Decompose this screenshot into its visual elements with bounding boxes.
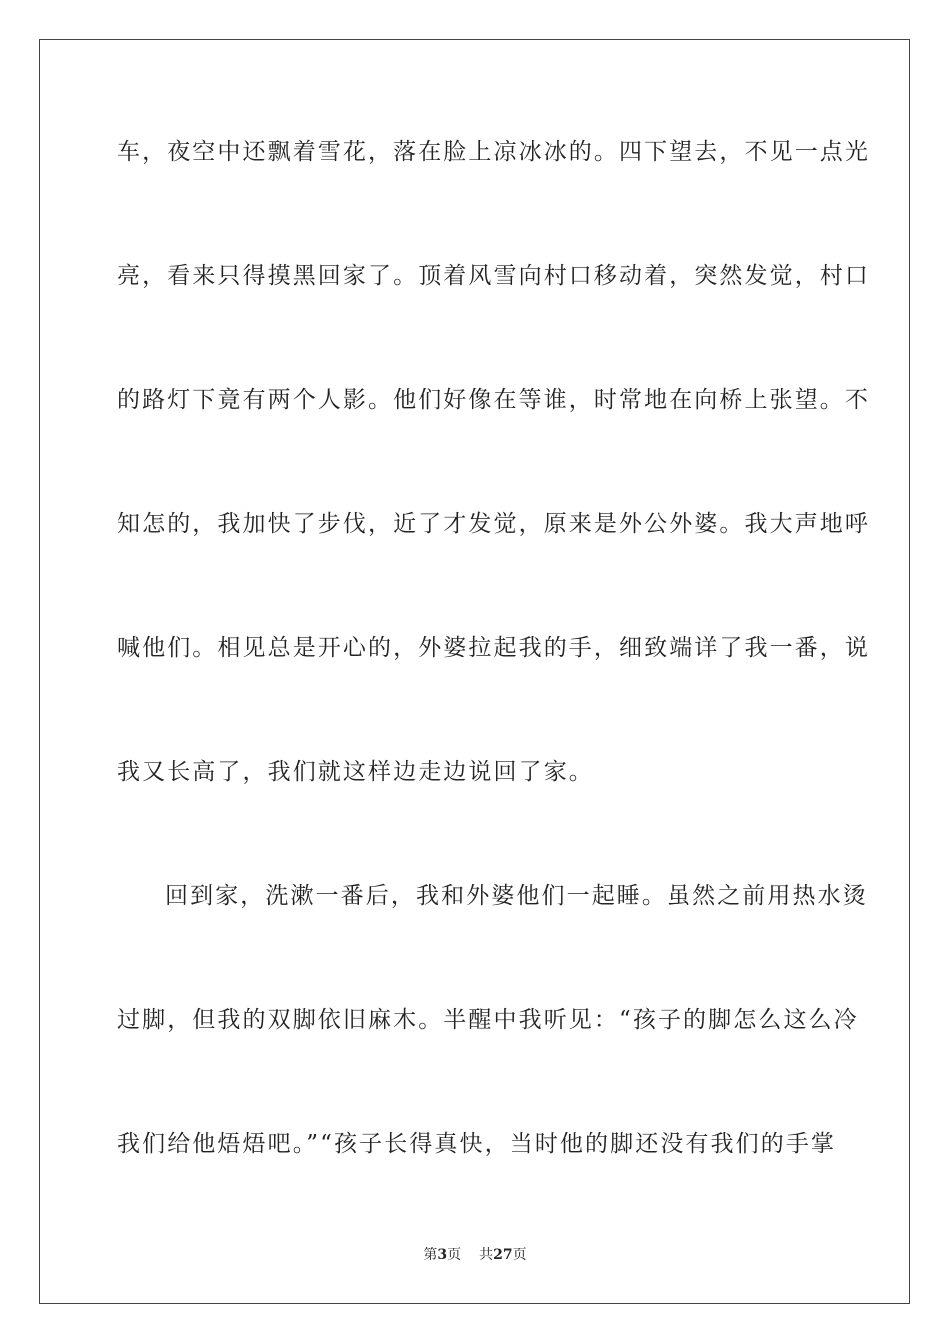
page-number: 3	[437, 1247, 448, 1263]
text-line-1: 车，夜空中还飘着雪花，落在脸上凉冰冰的。四下望去，不见一点光	[117, 139, 870, 165]
page-border	[39, 39, 910, 1304]
page-prefix: 第	[423, 1247, 438, 1263]
total-prefix: 共	[479, 1247, 494, 1263]
total-suffix: 页	[512, 1247, 527, 1263]
page-suffix: 页	[447, 1247, 462, 1263]
text-line-3: 的路灯下竟有两个人影。他们好像在等谁，时常地在向桥上张望。不	[117, 387, 870, 413]
text-line-9: 我们给他焐焐吧。”“孩子长得真快，当时他的脚还没有我们的手掌	[117, 1131, 837, 1157]
page-footer	[0, 1246, 950, 1264]
text-line-2: 亮，看来只得摸黑回家了。顶着风雪向村口移动着，突然发觉，村口	[117, 263, 870, 289]
text-line-4: 知怎的，我加快了步伐，近了才发觉，原来是外公外婆。我大声地呼	[117, 511, 870, 537]
text-line-7: 回到家，洗漱一番后，我和外婆他们一起睡。虽然之前用热水烫	[165, 883, 868, 909]
text-line-5: 喊他们。相见总是开心的，外婆拉起我的手，细致端详了我一番，说	[117, 635, 870, 661]
text-line-8: 过脚，但我的双脚依旧麻木。半醒中我听见：“孩子的脚怎么这么冷	[117, 1007, 859, 1033]
total-pages: 27	[493, 1247, 513, 1263]
text-line-6: 我又长高了，我们就这样边走边说回了家。	[117, 759, 594, 785]
